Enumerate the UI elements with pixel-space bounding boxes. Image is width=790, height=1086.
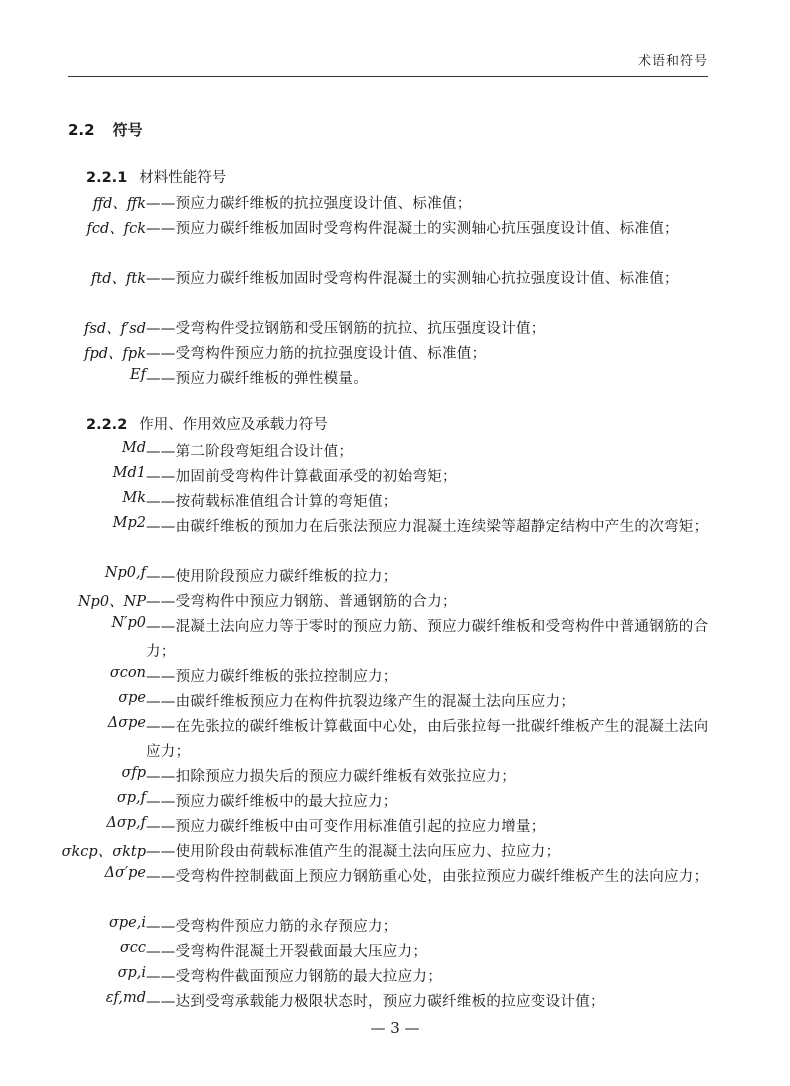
section-heading [68,119,143,140]
subsection-title: 作用、作用效应及承载力符号 [139,417,328,433]
symbol-description: ——预应力碳纤维板的弹性模量。 [146,371,368,387]
symbol: σkcp、σktp [61,844,146,860]
symbol: N′p0 [111,615,146,631]
symbol: ftd、ftk [91,271,146,287]
symbol-description: ——由碳纤维板的预加力在后张法预应力混凝土连续梁等超静定结构中产生的次弯矩； [146,519,709,535]
symbol: σcon [109,665,146,681]
section-number: 2.2 [68,121,95,139]
symbol: σfp [121,765,146,781]
symbol-description: ——受弯构件预应力筋的永存预应力； [146,919,398,935]
symbol: fsd、f′sd [84,321,146,337]
symbol: Δσ′pe [104,865,146,881]
symbol-description: ——受弯构件混凝土开裂截面最大压应力； [146,944,428,960]
symbol-description: ——预应力碳纤维板中的最大拉应力； [146,794,398,810]
symbol: σpe,i [108,915,146,931]
symbol-description: ——受弯构件预应力筋的抗拉强度设计值、标准值； [146,346,487,362]
symbol-description: ——达到受弯承载能力极限状态时，预应力碳纤维板的拉应变设计值； [146,994,605,1010]
symbol-description: ——受弯构件中预应力钢筋、普通钢筋的合力； [146,594,457,610]
symbol-description: ——受弯构件受拉钢筋和受压钢筋的抗拉、抗压强度设计值； [146,321,546,337]
page-number: — 3 — [370,1019,420,1037]
symbol: fcd、fck [86,221,146,237]
subsection-title: 材料性能符号 [139,170,227,186]
symbol: εf,md [105,990,146,1006]
symbol-description: ——预应力碳纤维板加固时受弯构件混凝土的实测轴心抗压强度设计值、标准值； [146,221,679,237]
symbol-description: ——使用阶段预应力碳纤维板的拉力； [146,569,398,585]
symbol-description: ——预应力碳纤维板的张拉控制应力； [146,669,398,685]
subsection-heading-materials [86,166,226,187]
subsection-heading-actions [86,413,328,434]
symbol: σp,i [117,965,146,981]
symbol: Np0,f [104,565,146,581]
symbol-description: ——预应力碳纤维板的抗拉强度设计值、标准值； [146,196,472,212]
symbol-description: ——由碳纤维板预应力在构件抗裂边缘产生的混凝土法向压应力； [146,694,576,710]
symbol: Δσp,f [106,815,146,831]
symbol-description: ——扣除预应力损失后的预应力碳纤维板有效张拉应力； [146,769,516,785]
symbol: σp,f [116,790,146,806]
symbol: ffd、ffk [92,196,146,212]
symbol-description: ——混凝土法向应力等于零时的预应力筋、预应力碳纤维板和受弯构件中普通钢筋的合力； [146,619,709,660]
subsection-number: 2.2.1 [86,170,128,186]
header-rule [68,76,708,77]
symbol: Ef [130,367,146,383]
symbol: Mk [122,490,146,506]
symbol: Mp2 [112,515,146,531]
subsection-number: 2.2.2 [86,417,128,433]
symbol: σcc [119,940,146,956]
section-title: 符号 [112,121,143,139]
symbol: Np0、NP [77,594,146,610]
symbol: fpd、fpk [84,346,146,362]
symbol-description: ——第二阶段弯矩组合设计值； [146,444,354,460]
symbol: σpe [118,690,146,706]
running-header-title: 术语和符号 [637,54,708,69]
symbol-description: ——在先张拉的碳纤维板计算截面中心处，由后张拉每一批碳纤维板产生的混凝土法向应力； [146,719,709,760]
symbol: Md1 [112,465,146,481]
symbol-description: ——受弯构件截面预应力钢筋的最大拉应力； [146,969,442,985]
symbol: Δσpe [107,715,146,731]
symbol: Md [121,440,146,456]
symbol-description: ——预应力碳纤维板中由可变作用标准值引起的拉应力增量； [146,819,546,835]
symbol-description: ——加固前受弯构件计算截面承受的初始弯矩； [146,469,457,485]
symbol-description: ——受弯构件控制截面上预应力钢筋重心处，由张拉预应力碳纤维板产生的法向应力； [146,869,709,885]
symbol-description: ——使用阶段由荷载标准值产生的混凝土法向压应力、拉应力； [146,844,561,860]
symbol-description: ——预应力碳纤维板加固时受弯构件混凝土的实测轴心抗拉强度设计值、标准值； [146,271,679,287]
symbol-description: ——按荷载标准值组合计算的弯矩值； [146,494,398,510]
